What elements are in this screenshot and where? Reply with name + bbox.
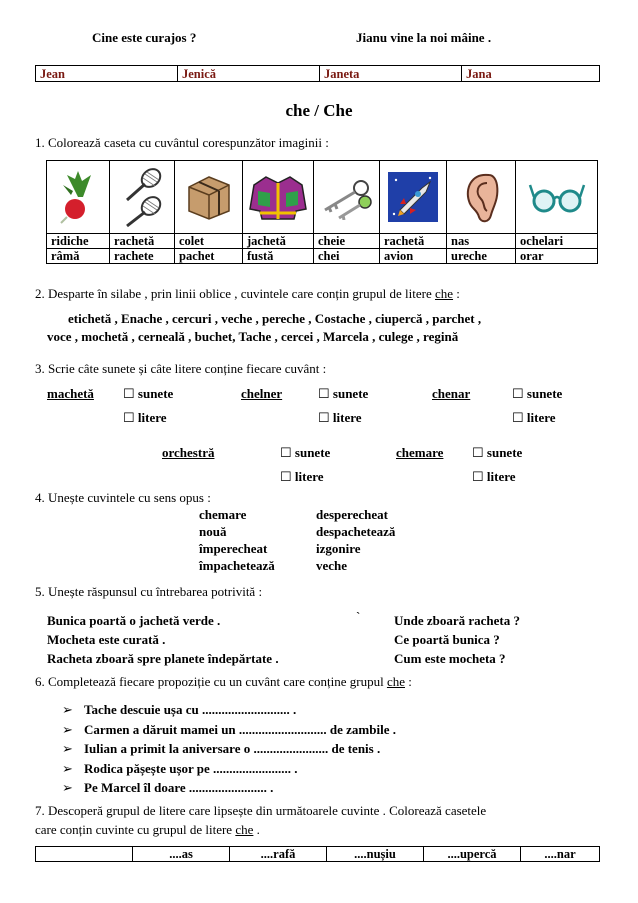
ex4-left-column [199,506,275,574]
ex6-sentence-text: Iulian a primit la aniversare o ....................... de tenis . [84,741,381,756]
jacket-icon [248,169,308,225]
word-cell[interactable]: colet [175,234,243,249]
ex3-sunete [123,386,173,402]
ex6-sentence[interactable] [62,759,396,779]
word-cell[interactable]: rachete [110,249,175,264]
ex7-instruction-text: care conțin cuvinte cu grupul de litere [35,822,233,837]
word-cell[interactable]: nas [447,234,516,249]
word-cell[interactable]: rachetă [110,234,175,249]
tennis-rackets-icon [117,166,167,228]
arrow-bullet-icon: ➢ [62,760,73,776]
ex3-word: chelner [241,386,283,401]
ex3-litere [123,410,167,426]
ex5-tick-mark: ` [356,609,361,624]
question-right: Jianu vine la noi mâine . [356,30,492,45]
ex6-instruction [35,674,412,690]
ex6-sentence[interactable] [62,720,396,740]
image-cell [175,161,243,234]
ex4-right-word[interactable]: desperecheat [316,507,388,522]
arrow-bullet-icon: ➢ [62,721,73,737]
ex6-sentence[interactable] [62,700,396,720]
ex2-instruction [35,286,460,302]
sunete-label: sunete [332,386,369,401]
word-cell[interactable]: cheie [314,234,380,249]
ex3-litere [280,469,324,485]
ex4-right-column [316,506,395,574]
ex4-instruction: 4. Unește cuvintele cu sens opus : [35,490,211,505]
ex5-question[interactable]: Cum este mocheta ? [394,651,506,666]
ex7-period: . [256,822,260,837]
name-cell[interactable]: Jana [462,66,600,82]
word-cell[interactable]: pachet [175,249,243,264]
glasses-icon [528,177,586,217]
word-cell[interactable]: fustă [243,249,314,264]
ex3-word: orchestră [162,445,215,460]
ex5-question[interactable]: Ce poartă bunica ? [394,632,500,647]
ex4-right-word[interactable]: veche [316,558,348,573]
image-cell [314,161,380,234]
arrow-bullet-icon: ➢ [62,780,73,795]
ex7-cell[interactable]: ....as [133,847,230,862]
ex6-instruction-text: 6. Completează fiecare propoziție cu un cuvânt care conține grupul [35,674,384,689]
ex7-table [35,846,600,862]
radish-icon [53,169,103,225]
litere-label: litere [294,469,324,484]
checkbox-icon[interactable]: ☐ [472,445,484,460]
ex3-sunete [512,386,562,402]
name-cell[interactable]: Jenică [178,66,320,82]
ex7-group: che [235,822,254,837]
ex3-instruction: 3. Scrie câte sunete și câte litere conține fiecare cuvânt : [35,361,327,376]
ex6-group: che [386,674,405,689]
ex7-cell[interactable]: ....upercă [424,847,521,862]
ex6-sentence[interactable] [62,778,396,798]
ex3-litere [318,410,362,426]
image-cell [516,161,598,234]
ex2-words-line2: voce , mochetă , cerneală , buchet, Tache , cercei , Marcela , culege , regină [47,329,459,344]
ex5-answer[interactable]: Bunica poartă o jachetă verde . [47,613,221,628]
image-cell [447,161,516,234]
ex7-cell[interactable] [36,847,133,862]
ex6-sentence-text: Rodica pășește ușor pe ........................ . [84,760,298,776]
ex6-sentence-text: Carmen a dăruit mamei un ........................... de zambile . [84,721,396,737]
ear-icon [459,169,503,225]
word-cell[interactable]: chei [314,249,380,264]
ex3-sunete [280,445,330,461]
ex6-sentence-text: Pe Marcel îl doare ........................ . [84,780,274,795]
keys-icon [317,174,377,220]
word-cell[interactable]: ridiche [47,234,110,249]
checkbox-icon[interactable]: ☐ [280,445,292,460]
ex7-cell[interactable]: ....nușiu [327,847,424,862]
ex2-instruction-text: 2. Desparte în silabe , prin linii oblice , cuvintele care conțin grupul de litere [35,286,432,301]
ex7-cell[interactable]: ....rafă [230,847,327,862]
name-cell[interactable]: Janeta [320,66,462,82]
ex3-word: chemare [396,445,444,460]
image-cell [47,161,110,234]
litere-label: litere [526,410,556,425]
word-cell[interactable]: rachetă [380,234,447,249]
ex5-answers [47,611,279,668]
ex3-litere [512,410,556,426]
ex4-right-word[interactable]: izgonire [316,541,361,556]
question-left: Cine este curajos ? [92,30,197,45]
ex2-group: che [434,286,454,301]
sunete-label: sunete [526,386,563,401]
ex4-left-word[interactable]: nouă [199,524,227,539]
ex3-word: machetă [47,386,94,401]
checkbox-icon[interactable]: ☐ [318,386,330,401]
checkbox-icon[interactable]: ☐ [280,469,292,484]
sunete-label: sunete [294,445,331,460]
litere-label: litere [137,410,167,425]
ex1-instruction: 1. Colorează caseta cu cuvântul corespunzător imaginii : [35,135,329,150]
word-cell[interactable]: râmă [47,249,110,264]
word-cell[interactable]: ureche [447,249,516,264]
arrow-bullet-icon: ➢ [62,741,73,756]
ex2-words-line1: etichetă , Enache , cercuri , veche , pereche , Costache , ciupercă , parchet , [68,311,482,326]
litere-label: litere [332,410,362,425]
sunete-label: sunete [486,445,523,460]
page-title: che / Che [285,101,353,120]
word-cell[interactable]: orar [516,249,598,264]
rocket-icon [386,170,440,224]
checkbox-icon[interactable]: ☐ [512,410,524,425]
ex5-question[interactable]: Unde zboară racheta ? [394,613,521,628]
image-cell [110,161,175,234]
image-word-table [46,160,598,264]
names-table [35,65,600,82]
ex4-left-word[interactable]: chemare [199,507,247,522]
ex6-sentence[interactable] [62,739,396,759]
image-cell [380,161,447,234]
ex4-left-word[interactable]: împerecheat [199,541,268,556]
word-cell[interactable]: jachetă [243,234,314,249]
image-cell [243,161,314,234]
ex7-instruction-line1: 7. Descoperă grupul de litere care lipsește din următoarele cuvinte . Colorează casetele [35,803,487,818]
arrow-bullet-icon: ➢ [62,702,73,717]
ex4-right-word[interactable]: despachetează [316,524,396,539]
ex6-sentence-text: Tache descuie ușa cu ........................... . [84,702,297,717]
checkbox-icon[interactable]: ☐ [123,386,135,401]
ex5-answer[interactable]: Racheta zboară spre planete îndepărtate . [47,651,279,666]
ex5-instruction: 5. Unește răspunsul cu întrebarea potrivită : [35,584,263,599]
ex7-instruction-line2 [35,822,260,838]
checkbox-icon[interactable]: ☐ [318,410,330,425]
ex5-questions [394,611,520,668]
ex6-colon: : [408,674,412,689]
ex3-sunete [472,445,522,461]
word-cell[interactable]: ochelari [516,234,598,249]
litere-label: litere [486,469,516,484]
name-cell[interactable]: Jean [36,66,178,82]
ex6-sentence-list [62,700,396,798]
sunete-label: sunete [137,386,174,401]
ex3-litere [472,469,516,485]
checkbox-icon[interactable]: ☐ [472,469,484,484]
ex7-cell[interactable]: ....nar [521,847,600,862]
word-cell[interactable]: avion [380,249,447,264]
ex3-sunete [318,386,368,402]
checkbox-icon[interactable]: ☐ [123,410,135,425]
checkbox-icon[interactable]: ☐ [512,386,524,401]
ex5-answer[interactable]: Mocheta este curată . [47,632,166,647]
ex4-left-word[interactable]: împachetează [199,558,275,573]
parcel-icon [183,171,235,223]
ex3-word: chenar [432,386,471,401]
ex2-colon: : [456,286,460,301]
